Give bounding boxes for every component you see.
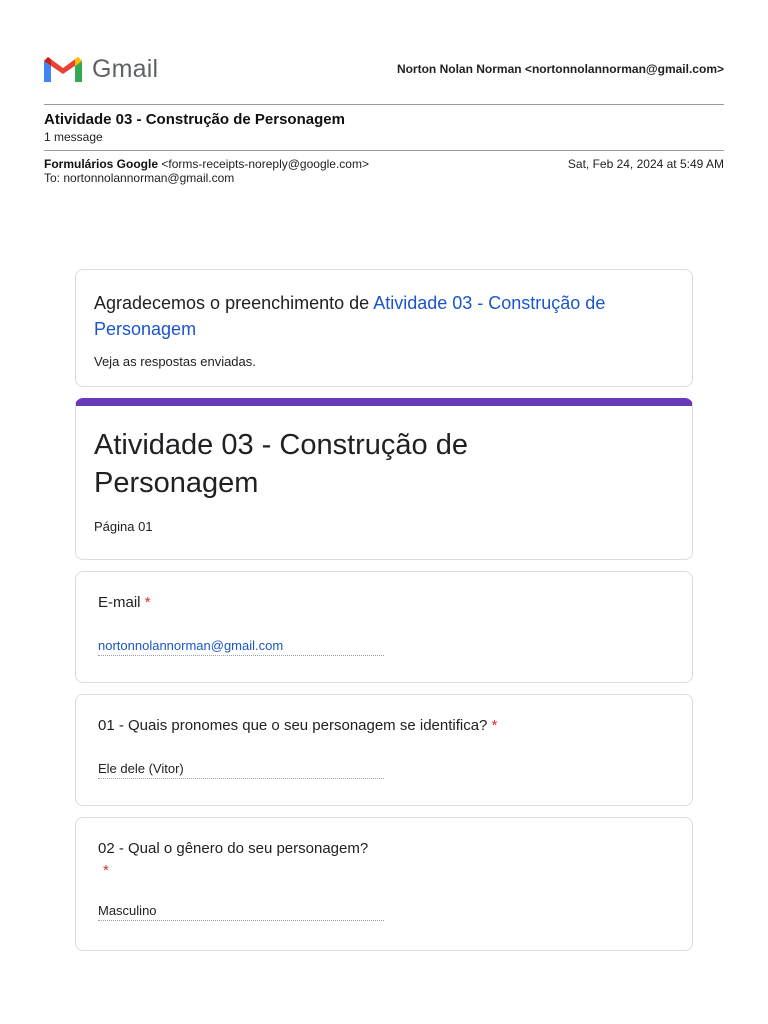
question-text: 01 - Quais pronomes que o seu personagem se identifica? bbox=[98, 717, 488, 734]
required-mark: * bbox=[103, 862, 109, 879]
message-count: 1 message bbox=[44, 130, 103, 144]
form-header-card bbox=[75, 398, 693, 560]
account-label: Norton Nolan Norman <nortonnolannorman@gmail.com> bbox=[396, 62, 724, 76]
thanks-prefix: Agradecemos o preenchimento de bbox=[94, 293, 374, 313]
question-label bbox=[98, 715, 670, 737]
view-responses-text: Veja as respostas enviadas. bbox=[94, 354, 256, 369]
thread-subject: Atividade 03 - Construção de Personagem bbox=[44, 111, 345, 128]
form-link[interactable]: Atividade 03 - Construção de Personagem bbox=[94, 293, 606, 339]
question-card-email bbox=[75, 571, 693, 683]
recipient-line: To: nortonnolannorman@gmail.com bbox=[44, 171, 235, 185]
answer-gender: Masculino bbox=[98, 903, 384, 921]
sender-line bbox=[44, 157, 369, 171]
question-text: E-mail bbox=[98, 594, 141, 611]
thanks-text bbox=[94, 290, 674, 342]
form-title: Atividade 03 - Construção de Personagem bbox=[94, 429, 468, 499]
question-text: 02 - Qual o gênero do seu personagem? bbox=[98, 840, 369, 857]
message-date: Sat, Feb 24, 2024 at 5:49 AM bbox=[567, 157, 724, 171]
question-label bbox=[98, 838, 398, 882]
sender-email: <forms-receipts-noreply@google.com> bbox=[161, 157, 369, 171]
question-card-pronouns bbox=[75, 694, 693, 806]
page-label: Página 01 bbox=[94, 519, 153, 534]
required-mark: * bbox=[144, 594, 151, 611]
divider bbox=[44, 150, 724, 151]
required-mark: * bbox=[491, 717, 498, 734]
gmail-wordmark: Gmail bbox=[92, 55, 159, 83]
answer-email[interactable]: nortonnolannorman@gmail.com bbox=[98, 638, 384, 656]
gmail-logo bbox=[43, 55, 158, 84]
gmail-m-icon bbox=[43, 56, 83, 84]
sender-name: Formulários Google bbox=[44, 157, 159, 171]
question-card-gender bbox=[75, 817, 693, 951]
question-label bbox=[98, 592, 670, 614]
answer-pronouns: Ele dele (Vitor) bbox=[98, 761, 384, 779]
divider bbox=[44, 104, 724, 105]
thanks-card bbox=[75, 269, 693, 387]
